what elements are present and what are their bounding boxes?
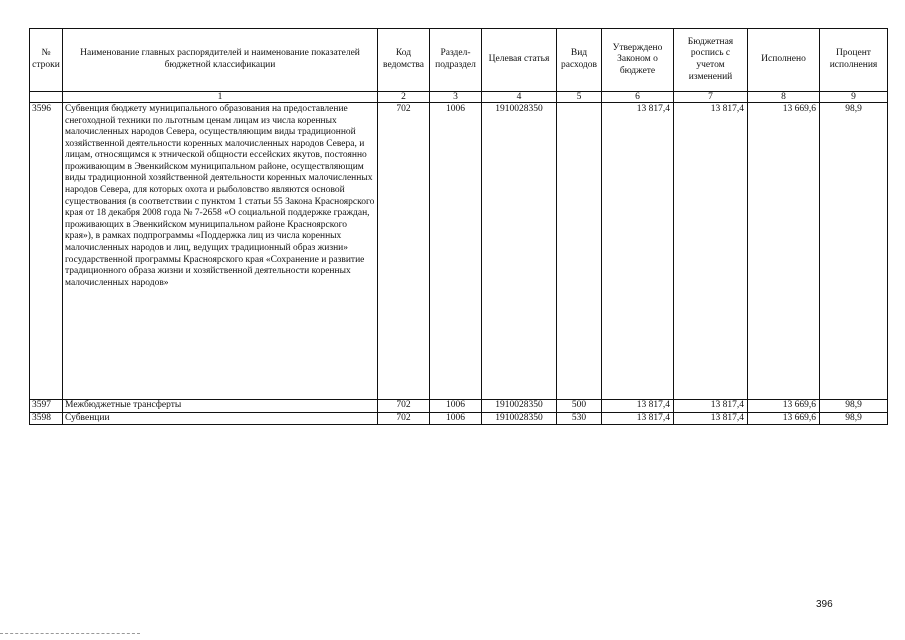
row-expense-type: 530 [557, 412, 602, 425]
table-row [30, 103, 888, 400]
budget-execution-table [29, 28, 888, 425]
column-numbers-row [30, 92, 888, 103]
row-expense-type [557, 103, 602, 400]
row-section: 1006 [430, 400, 482, 413]
row-name: Межбюджетные трансферты [63, 400, 378, 413]
row-name: Субвенция бюджету муниципального образования на предоставление снегоходной техники по льготным ценам лицам из числа коренных малочисленных народов Севера, осуществляющим виды традиционной хозяйственной деятельности коренных малочисленных народов Севера, и лицам, относящимся к этнической общности ессейских якутов, постоянно проживающим в Эвенкийском муниципальном районе, осуществляющим виды традиционной хозяйственной деятельности коренных малочисленных народов Севера, для которых охота и рыболовство являются основой существования (в соответствии с пунктом 1 статьи 55 Закона Красноярского края от 18 декабря 2008 года № 7-2658 «О социальной поддержке граждан, проживающих в Эвенкийском муниципальном районе Красноярского края»), в рамках подпрограммы «Поддержка лиц из числа коренных малочисленных народов и лиц, ведущих традиционный образ жизни» государственной программы Красноярского края «Сохранение и развитие традиционного образа жизни и хозяйственной деятельности коренных малочисленных народов» [63, 103, 378, 400]
row-target-article: 1910028350 [482, 412, 557, 425]
header-row-number: № строки [30, 29, 63, 92]
column-number: 6 [602, 92, 674, 103]
row-approved: 13 817,4 [602, 400, 674, 413]
row-section: 1006 [430, 103, 482, 400]
column-number: 7 [674, 92, 748, 103]
column-number: 3 [430, 92, 482, 103]
column-number: 8 [748, 92, 820, 103]
row-number: 3596 [30, 103, 63, 400]
column-number: 2 [378, 92, 430, 103]
header-budget-schedule: Бюджетная роспись с учетом изменений [674, 29, 748, 92]
column-number: 5 [557, 92, 602, 103]
row-department-code: 702 [378, 400, 430, 413]
header-approved: Утверждено Законом о бюджете [602, 29, 674, 92]
row-budget-schedule: 13 817,4 [674, 103, 748, 400]
row-section: 1006 [430, 412, 482, 425]
row-executed: 13 669,6 [748, 103, 820, 400]
header-target-article: Целевая статья [482, 29, 557, 92]
row-department-code: 702 [378, 412, 430, 425]
row-number: 3598 [30, 412, 63, 425]
header-section: Раздел-подраздел [430, 29, 482, 92]
header-department-code: Код ведомства [378, 29, 430, 92]
budget-table-container [29, 28, 887, 425]
header-percent: Процент исполнения [820, 29, 888, 92]
row-percent: 98,9 [820, 412, 888, 425]
row-percent: 98,9 [820, 400, 888, 413]
row-executed: 13 669,6 [748, 412, 820, 425]
row-target-article: 1910028350 [482, 103, 557, 400]
header-indicator-name: Наименование главных распорядителей и наименование показателей бюджетной классификации [63, 29, 378, 92]
column-number [30, 92, 63, 103]
column-number: 9 [820, 92, 888, 103]
header-row [30, 29, 888, 92]
row-expense-type: 500 [557, 400, 602, 413]
row-approved: 13 817,4 [602, 412, 674, 425]
row-approved: 13 817,4 [602, 103, 674, 400]
row-budget-schedule: 13 817,4 [674, 400, 748, 413]
column-number: 1 [63, 92, 378, 103]
table-row [30, 412, 888, 425]
header-expense-type: Вид расходов [557, 29, 602, 92]
table-row [30, 400, 888, 413]
page-number: 396 [816, 599, 833, 610]
header-executed: Исполнено [748, 29, 820, 92]
row-percent: 98,9 [820, 103, 888, 400]
row-budget-schedule: 13 817,4 [674, 412, 748, 425]
column-number: 4 [482, 92, 557, 103]
row-target-article: 1910028350 [482, 400, 557, 413]
scan-artifact [0, 633, 140, 637]
row-executed: 13 669,6 [748, 400, 820, 413]
row-department-code: 702 [378, 103, 430, 400]
row-name: Субвенции [63, 412, 378, 425]
row-number: 3597 [30, 400, 63, 413]
